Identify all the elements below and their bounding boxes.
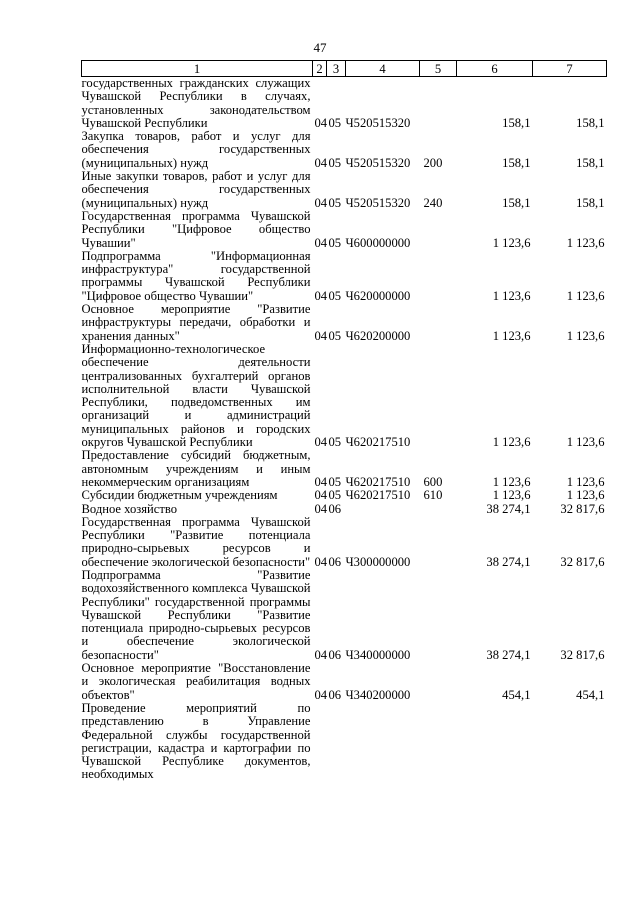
row-amount-1: 158,1	[502, 115, 531, 130]
row-target-code	[346, 503, 420, 516]
table-row	[82, 77, 607, 131]
row-amount-1: 38 274,1	[486, 554, 531, 569]
row-subsection: 05	[328, 115, 342, 130]
table-row	[82, 343, 607, 449]
row-name: Государственная программа Чувашской Республики "Цифровое общество Чувашии"	[81, 208, 311, 250]
row-target-code: Ч340200000	[345, 687, 411, 702]
row-target-code: Ч600000000	[345, 235, 411, 250]
header-row	[82, 61, 607, 77]
row-section: 04	[314, 647, 328, 662]
row-name: Основное мероприятие "Восстановление и экологическая реабилитация водных объектов"	[81, 661, 311, 702]
row-name: Подпрограмма "Развитие водохозяйственного комплекса Чувашской Республики" государственной программы Чувашской Республики "Развитие потенциала природно-сырьевых ресурсов и обеспечение экологической безопасности"	[81, 567, 311, 662]
row-section: 04	[314, 501, 328, 516]
row-amount-2: 158,1	[576, 195, 605, 210]
row-amount-2: 32 817,6	[560, 501, 605, 516]
row-amount-2: 454,1	[576, 687, 605, 702]
table-row	[82, 130, 607, 170]
row-name: Субсидии бюджетным учреждениям	[81, 488, 278, 503]
row-name: Подпрограмма "Информационная инфраструктура" государственной программы Чувашской Республики "Цифровое общество Чувашии"	[81, 248, 311, 303]
row-section: 04	[314, 435, 328, 450]
row-subsection	[327, 702, 346, 782]
row-expense-type	[420, 662, 457, 702]
row-expense-type	[420, 516, 457, 569]
page-number: 47	[313, 40, 327, 55]
row-subsection: 05	[328, 435, 342, 450]
row-expense-type	[420, 569, 457, 662]
budget-table	[81, 60, 607, 782]
header-col-7: 7	[533, 61, 607, 77]
row-expense-type	[420, 303, 457, 343]
row-section: 04	[314, 328, 328, 343]
row-section: 04	[314, 488, 328, 503]
row-expense-type: 600	[423, 474, 443, 489]
row-target-code	[346, 702, 420, 782]
row-section: 04	[314, 554, 328, 569]
row-section: 04	[314, 474, 328, 489]
row-amount-2: 1 123,6	[566, 435, 605, 450]
row-target-code: Ч520515320	[345, 195, 411, 210]
header-col-3: 3	[327, 61, 346, 77]
row-section: 04	[314, 235, 328, 250]
row-amount-1	[457, 702, 533, 782]
row-target-code: Ч520515320	[345, 115, 411, 130]
row-name: Основное мероприятие "Развитие инфраструктуры передачи, обработки и хранения данных"	[81, 302, 311, 343]
row-amount-1: 454,1	[502, 687, 531, 702]
row-amount-1: 1 123,6	[492, 235, 531, 250]
table-row	[82, 170, 607, 210]
row-amount-2: 158,1	[576, 115, 605, 130]
row-amount-2: 1 123,6	[566, 488, 605, 503]
row-subsection: 05	[328, 195, 342, 210]
row-subsection: 06	[328, 501, 342, 516]
row-amount-2: 1 123,6	[566, 474, 605, 489]
row-expense-type: 610	[423, 488, 443, 503]
row-amount-1: 1 123,6	[492, 328, 531, 343]
header-col-4: 4	[346, 61, 420, 77]
row-expense-type: 240	[423, 195, 443, 210]
row-expense-type	[420, 702, 457, 782]
row-amount-1: 38 274,1	[486, 647, 531, 662]
row-name: Государственная программа Чувашской Республики "Развитие потенциала природно-сырьевых ресурсов и обеспечение экологической безопасности"	[81, 514, 311, 569]
row-expense-type	[420, 77, 457, 131]
table-row	[82, 702, 607, 782]
row-subsection: 05	[328, 235, 342, 250]
row-name: государственных гражданских служащих Чувашской Республики в случаях, установленных законодательством Чувашской Республики	[81, 76, 311, 130]
row-section: 04	[314, 195, 328, 210]
header-col-6: 6	[457, 61, 533, 77]
row-subsection: 06	[328, 647, 342, 662]
row-name: Водное хозяйство	[81, 501, 178, 516]
row-target-code: Ч620217510	[345, 435, 411, 450]
row-subsection: 06	[328, 687, 342, 702]
row-target-code: Ч620000000	[345, 288, 411, 303]
row-amount-2: 32 817,6	[560, 647, 605, 662]
row-amount-2: 32 817,6	[560, 554, 605, 569]
table-row	[82, 662, 607, 702]
row-target-code: Ч300000000	[345, 554, 411, 569]
row-amount-1: 158,1	[502, 155, 531, 170]
row-section: 04	[314, 115, 328, 130]
row-amount-1: 158,1	[502, 195, 531, 210]
table-row	[82, 250, 607, 303]
row-section: 04	[314, 288, 328, 303]
table-row	[82, 569, 607, 662]
table-row	[82, 489, 607, 502]
row-amount-2: 1 123,6	[566, 328, 605, 343]
row-target-code: Ч520515320	[345, 155, 411, 170]
row-subsection: 06	[328, 554, 342, 569]
row-expense-type	[420, 210, 457, 250]
row-amount-1: 1 123,6	[492, 488, 531, 503]
table-row	[82, 449, 607, 489]
table-row	[82, 210, 607, 250]
row-subsection: 05	[328, 328, 342, 343]
row-expense-type	[420, 343, 457, 449]
row-amount-2: 1 123,6	[566, 288, 605, 303]
row-target-code: Ч340000000	[345, 647, 411, 662]
row-amount-1: 1 123,6	[492, 474, 531, 489]
row-name: Закупка товаров, работ и услуг для обеспечения государственных (муниципальных) нужд	[81, 129, 311, 170]
row-expense-type: 200	[423, 155, 443, 170]
row-section: 04	[314, 687, 328, 702]
row-name: Иные закупки товаров, работ и услуг для обеспечения государственных (муниципальных) нужд	[81, 169, 311, 210]
row-subsection: 05	[328, 155, 342, 170]
header-col-5: 5	[420, 61, 457, 77]
row-target-code: Ч620217510	[345, 488, 411, 503]
row-amount-2: 1 123,6	[566, 235, 605, 250]
row-amount-1: 38 274,1	[486, 501, 531, 516]
header-col-1: 1	[82, 61, 313, 77]
table-row	[82, 516, 607, 569]
row-name: Информационно-технологическое обеспечение деятельности централизованных бухгалтерий органов исполнительной власти Чувашской Республики, подведомственных им организаций и администраций муниципальных районов и городских округов Чувашской Республики	[81, 341, 311, 450]
table-row	[82, 503, 607, 516]
row-name: Предоставление субсидий бюджетным, автономным учреждениям и иным некоммерческим организациям	[81, 448, 311, 489]
header-col-2: 2	[313, 61, 327, 77]
row-amount-1: 1 123,6	[492, 435, 531, 450]
row-name: Проведение мероприятий по представлению в Управление Федеральной службы государственной регистрации, кадастра и картографии по Чувашской Республике документов, необходимых	[81, 700, 311, 782]
row-subsection: 05	[328, 488, 342, 503]
row-subsection: 05	[328, 288, 342, 303]
row-expense-type	[420, 503, 457, 516]
row-target-code: Ч620217510	[345, 474, 411, 489]
row-section	[313, 702, 327, 782]
row-amount-2	[533, 702, 607, 782]
row-amount-1: 1 123,6	[492, 288, 531, 303]
row-target-code: Ч620200000	[345, 328, 411, 343]
row-subsection: 05	[328, 474, 342, 489]
row-section: 04	[314, 155, 328, 170]
row-amount-2: 158,1	[576, 155, 605, 170]
row-expense-type	[420, 250, 457, 303]
table-row	[82, 303, 607, 343]
